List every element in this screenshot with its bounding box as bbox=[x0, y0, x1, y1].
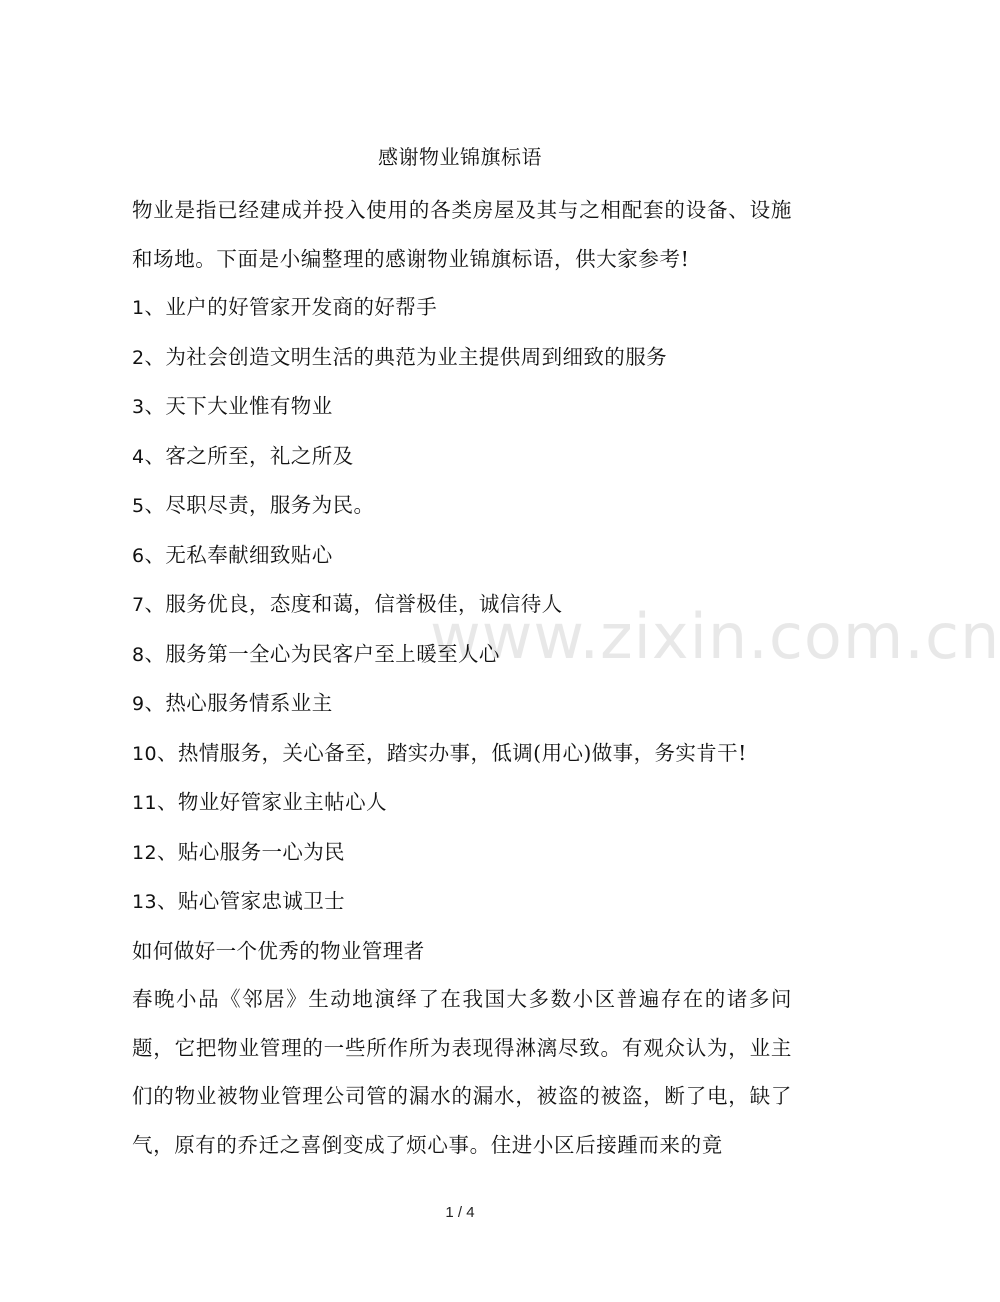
slogan-text: 、业户的好管家开发商的好帮手 bbox=[144, 295, 438, 319]
slogan-text: 、物业好管家业主帖心人 bbox=[156, 790, 387, 814]
slogan-number: 8 bbox=[132, 643, 145, 666]
slogan-number: 1 bbox=[132, 297, 145, 319]
slogan-number: 4 bbox=[132, 445, 145, 468]
slogan-text: 、服务第一全心为民客户至上暖至人心 bbox=[144, 641, 500, 666]
slogan-number: 6 bbox=[132, 544, 145, 567]
slogan-item bbox=[132, 531, 792, 581]
slogan-text: 、贴心管家忠诚卫士 bbox=[156, 889, 346, 913]
slogan-number: 10 bbox=[132, 742, 157, 765]
slogan-number: 13 bbox=[132, 891, 157, 913]
slogan-number: 9 bbox=[132, 693, 145, 715]
slogan-text: 、客之所至，礼之所及 bbox=[144, 443, 354, 468]
slogan-number: 2 bbox=[132, 346, 145, 369]
watermark: www.zixin.com.cn bbox=[430, 600, 1000, 673]
slogan-item bbox=[132, 432, 792, 482]
slogan-number: 7 bbox=[132, 594, 145, 616]
slogan-item bbox=[132, 679, 792, 729]
slogan-item bbox=[132, 729, 792, 779]
slogan-item bbox=[132, 877, 792, 927]
slogan-number: 11 bbox=[132, 792, 157, 814]
slogan-item bbox=[132, 580, 792, 630]
slogan-text: 、贴心服务一心为民 bbox=[156, 839, 346, 864]
slogan-text: 、服务优良，态度和蔼，信誉极佳，诚信待人 bbox=[144, 592, 563, 616]
section-heading: 如何做好一个优秀的物业管理者 bbox=[132, 938, 425, 963]
slogan-item bbox=[132, 382, 792, 432]
slogan-item bbox=[132, 283, 792, 333]
slogan-text: 、无私奉献细致贴心 bbox=[144, 542, 333, 567]
slogan-item bbox=[132, 481, 792, 531]
slogan-number: 5 bbox=[132, 495, 145, 517]
document-title: 感谢物业锦旗标语 bbox=[378, 145, 542, 169]
slogan-number: 3 bbox=[132, 396, 145, 418]
slogan-text: 、尽职尽责，服务为民。 bbox=[144, 493, 375, 517]
slogan-text: 、热情服务，关心备至，踏实办事，低调(用心)做事，务实肯干! bbox=[156, 740, 747, 765]
document-content bbox=[132, 186, 792, 1169]
slogan-list bbox=[132, 283, 792, 927]
slogan-text: 、为社会创造文明生活的典范为业主提供周到细致的服务 bbox=[144, 344, 667, 369]
slogan-text: 、热心服务情系业主 bbox=[144, 691, 333, 715]
slogan-item bbox=[132, 828, 792, 878]
slogan-item bbox=[132, 333, 792, 383]
slogan-item bbox=[132, 778, 792, 828]
page-number: 1 / 4 bbox=[445, 1204, 475, 1221]
slogan-item bbox=[132, 630, 792, 680]
slogan-number: 12 bbox=[132, 841, 157, 864]
intro-paragraph: 物业是指已经建成并投入使用的各类房屋及其与之相配套的设备、设施和场地。下面是小编整理的感谢物业锦旗标语，供大家参考! bbox=[132, 198, 792, 271]
body-paragraph: 春晚小品《邻居》生动地演绎了在我国大多数小区普遍存在的诸多问题，它把物业管理的一些所作所为表现得淋漓尽致。有观众认为，业主们的物业被物业管理公司管的漏水的漏水，被盗的被盗，断了电，缺了气，原有的乔迁之喜倒变成了烦心事。住进小区后接踵而来的竟 bbox=[132, 987, 792, 1157]
slogan-text: 、天下大业惟有物业 bbox=[144, 394, 333, 418]
